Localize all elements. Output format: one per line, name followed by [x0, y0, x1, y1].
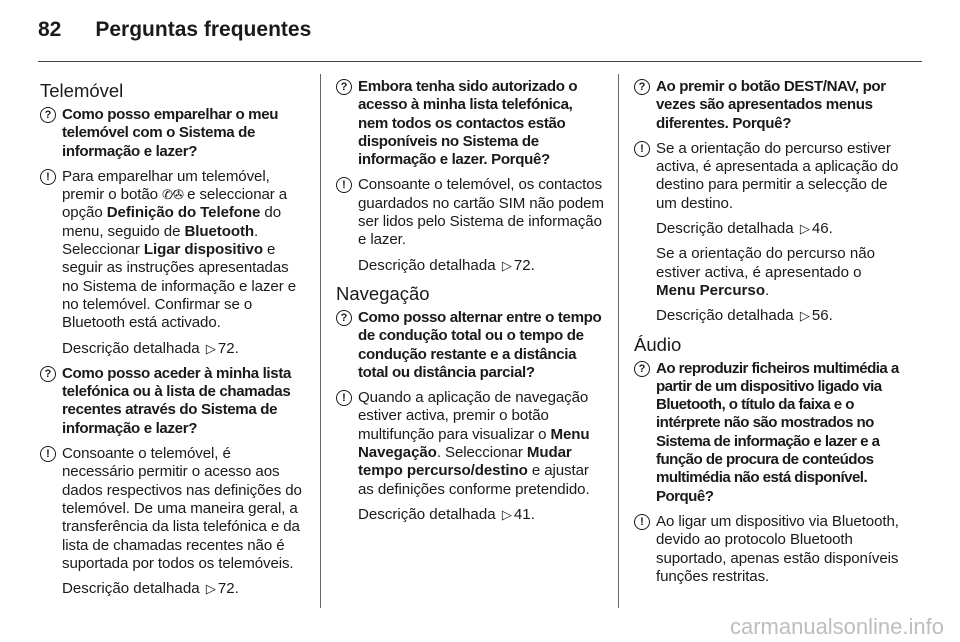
column-3 — [634, 74, 902, 593]
answer-item — [40, 168, 306, 333]
watermark-text: carmanualsonline.info — [729, 614, 944, 639]
header-rule — [38, 61, 922, 62]
answer-item — [634, 513, 902, 586]
triangle-right-icon: ▷ — [205, 340, 216, 356]
question-text: Como posso alternar entre o tempo de condução total ou o tempo de condução restante e a distância total ou distância parcial? — [358, 308, 602, 381]
column-divider — [320, 74, 321, 608]
answer-item — [336, 176, 604, 249]
answer-paragraph: Se a orientação do percurso não estiver activa, é apresentado o Menu Percurso. — [656, 245, 876, 299]
answer-text: Para emparelhar um telemóvel, premir o botão ✆⁄✇ e seleccionar a opção Definição do Telefone do menu, seguido de Bluetooth. Seleccionar Ligar dispositivo e seguir as instruções apresentadas no Sistema de informação e lazer e no telemóvel. Confirmar se o Bluetooth está activado. — [62, 167, 297, 332]
exclamation-circle-icon: ! — [40, 446, 56, 462]
question-circle-icon: ? — [40, 107, 56, 123]
reference-link[interactable]: Descrição detalhada ▷ 46. — [656, 220, 833, 238]
column-divider — [618, 74, 619, 608]
reference-link[interactable]: Descrição detalhada ▷ 72. — [358, 256, 535, 274]
question-item — [336, 78, 604, 169]
exclamation-circle-icon: ! — [634, 141, 650, 157]
answer-text: Quando a aplicação de navegação estiver activa, premir o botão multifunção para visualizar o Menu Navegação. Seleccionar Mudar tempo percurso/destino e ajustar as definições conforme pretendido. — [358, 389, 590, 498]
question-circle-icon: ? — [40, 366, 56, 382]
page-number: 82 — [38, 18, 62, 41]
question-item — [634, 78, 902, 133]
section-title-navegacao: Navegação — [336, 282, 430, 304]
exclamation-circle-icon: ! — [40, 169, 56, 185]
column-2 — [336, 74, 604, 531]
question-circle-icon: ? — [336, 310, 352, 326]
exclamation-circle-icon: ! — [634, 514, 650, 530]
menu-term: Definição do Telefone — [106, 204, 261, 222]
question-text: Ao reproduzir ficheiros multimédia a partir de um dispositivo ligado via Bluetooth, o título da faixa e o intérprete não são mostrados no Sistema de informação e lazer e a função de procura de conteúdos multimédia não está disponível. Porquê? — [656, 359, 899, 505]
menu-term: Menu Percurso — [656, 281, 766, 299]
triangle-right-icon: ▷ — [501, 506, 512, 522]
phone-icon: ✆⁄✇ — [162, 187, 183, 203]
menu-term: Bluetooth — [184, 222, 255, 240]
page-header — [38, 18, 311, 48]
answer-text: Se a orientação do percurso estiver activa, é apresentada a aplicação do destino para permitir a selecção de um destino. — [656, 139, 899, 212]
question-item — [336, 309, 604, 382]
triangle-right-icon: ▷ — [205, 581, 216, 597]
page-title: Perguntas frequentes — [95, 18, 312, 41]
triangle-right-icon: ▷ — [799, 221, 810, 237]
answer-text: Consoante o telemóvel, é necessário permitir o acesso aos dados respectivos nas definições do telemóvel. De uma maneira geral, a transferência da lista telefónica e da lista de chamadas recentes não é suportada por todos os telemóveis. — [62, 445, 302, 572]
question-text: Ao premir o botão DEST/NAV, por vezes são apresentados menus diferentes. Porquê? — [656, 78, 886, 132]
reference-link[interactable]: Descrição detalhada ▷ 41. — [358, 505, 535, 523]
question-circle-icon: ? — [634, 79, 650, 95]
answer-item — [336, 389, 604, 499]
menu-term: Ligar dispositivo — [143, 241, 263, 259]
answer-text: Consoante o telemóvel, os contactos guardados no cartão SIM não podem ser lidos pelo Sistema de informação e lazer. — [358, 176, 604, 249]
triangle-right-icon: ▷ — [501, 257, 512, 273]
reference-link[interactable]: Descrição detalhada ▷ 56. — [656, 307, 833, 325]
exclamation-circle-icon: ! — [336, 177, 352, 193]
question-item — [634, 360, 902, 506]
answer-item — [634, 140, 902, 213]
triangle-right-icon: ▷ — [799, 308, 810, 324]
question-item — [40, 365, 306, 438]
answer-text: Ao ligar um dispositivo via Bluetooth, devido ao protocolo Bluetooth suportado, apenas estão disponíveis funções restritas. — [656, 512, 899, 585]
reference-link[interactable]: Descrição detalhada ▷ 72. — [62, 580, 239, 598]
section-title-telemovel: Telemóvel — [40, 80, 124, 101]
exclamation-circle-icon: ! — [336, 390, 352, 406]
menu-term: Mudar tempo percurso/destino — [358, 444, 572, 480]
question-item — [40, 106, 306, 161]
question-circle-icon: ? — [634, 361, 650, 377]
menu-term: Menu Navegação — [358, 425, 590, 462]
column-1 — [40, 74, 306, 605]
question-text: Embora tenha sido autorizado o acesso à minha lista telefónica, nem todos os contactos estão disponíveis no Sistema de informação e lazer. Porquê? — [358, 78, 578, 169]
question-circle-icon: ? — [336, 79, 352, 95]
answer-item — [40, 445, 306, 573]
reference-link[interactable]: Descrição detalhada ▷ 72. — [62, 339, 239, 357]
question-text: Como posso aceder à minha lista telefónica ou à lista de chamadas recentes através do Sistema de informação e lazer? — [62, 364, 292, 437]
section-title-audio: Áudio — [634, 333, 682, 355]
question-text: Como posso emparelhar o meu telemóvel com o Sistema de informação e lazer? — [62, 106, 279, 160]
